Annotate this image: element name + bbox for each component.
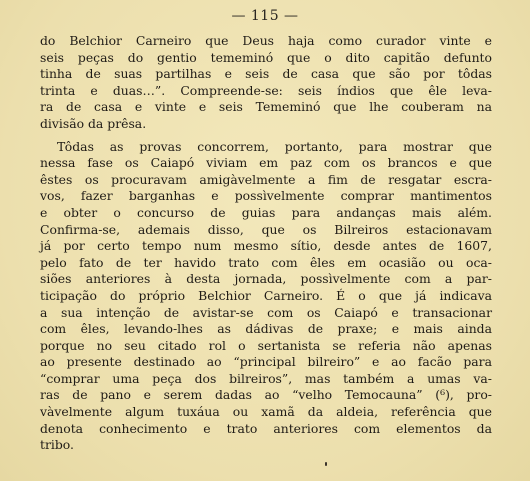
text-line: nessa fase os Caiapó viviam em paz com os brancos e que: [40, 155, 492, 171]
text-line: vàvelmente algum tuxáua ou xamã da aldeia, referência que: [40, 404, 492, 420]
text-line: porque no seu citado rol o sertanista se referia não apenas: [40, 337, 492, 353]
text-line: ao presente destinado ao “principal bilreiro” e ao facão para: [40, 354, 492, 370]
text-line: trinta e duas…”. Compreende-se: seis índios que êle leva-: [40, 82, 492, 98]
text-line: Tôdas as provas concorrem, portanto, para mostrar que: [57, 138, 492, 154]
text-line: divisão da prêsa.: [40, 115, 147, 131]
text-line: “comprar uma peça dos bilreiros”, mas também a umas va-: [40, 370, 492, 386]
page-number: — 115 —: [231, 8, 299, 24]
text-line: já por certo tempo num mesmo sítio, desde antes de 1607,: [40, 238, 492, 254]
text-line: ras de pano e serem dadas ao “velho Temocauna” (⁶), pro-: [40, 387, 492, 403]
text-line: denota conhecimento e trato anteriores com elementos da: [40, 420, 492, 436]
paragraph: [40, 139, 492, 454]
text-line: siões anteriores à desta jornada, possìvelmente com a par-: [40, 271, 492, 287]
ink-speck: [325, 462, 327, 466]
text-line: ticipação do próprio Belchior Carneiro. É o que já indicava: [40, 287, 492, 303]
text-line: tribo.: [40, 437, 74, 453]
text-line: com êles, levando-lhes as dádivas de praxe; e mais ainda: [40, 321, 492, 337]
text-line: êstes os procuravam amigàvelmente a fim de resgatar escra-: [40, 171, 492, 187]
text-line: ra de casa e vinte e seis Tememinó que lhe couberam na: [40, 99, 492, 115]
text-line: do Belchior Carneiro que Deus haja como curador vinte e: [40, 33, 492, 48]
body-text: [40, 33, 492, 454]
text-line: pelo fato de ter havido trato com êles em ocasião ou oca-: [40, 254, 492, 270]
text-line: a sua intenção de avistar-se com os Caiapó e transacionar: [40, 304, 492, 320]
text-line: seis peças do gentio tememinó que o dito capitão defunto: [40, 49, 492, 65]
text-line: e obter o concurso de guias para andanças mais além.: [40, 204, 492, 220]
text-line: tinha de suas partilhas e seis de casa que são por tôdas: [40, 66, 492, 82]
paragraph: [40, 33, 492, 133]
text-line: vos, fazer barganhas e possìvelmente comprar mantimentos: [40, 188, 492, 204]
text-line: Confirma-se, ademais disso, que os Bilreiros estacionavam: [40, 221, 492, 237]
